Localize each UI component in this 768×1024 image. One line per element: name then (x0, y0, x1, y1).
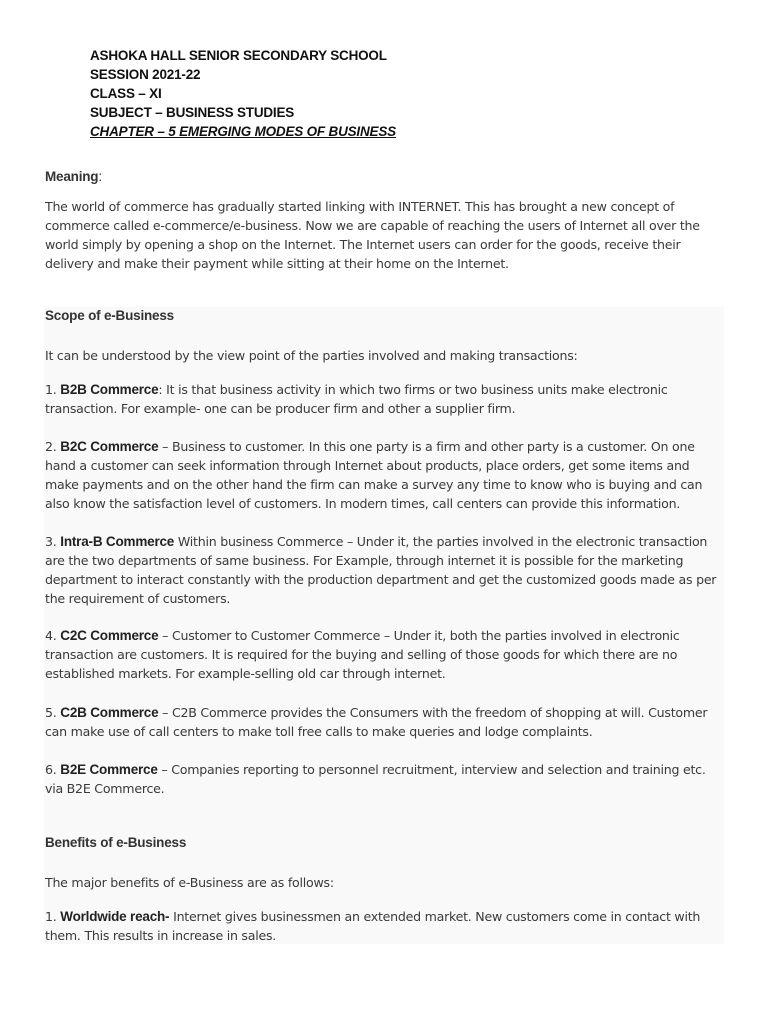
benefits-intro: The major benefits of e-Business are as follows: (45, 875, 334, 890)
meaning-paragraph: The world of commerce has gradually started linking with INTERNET. This has brought a new concept of commerce called e-commerce/e-business. Now we are capable of reaching the users of Internet all over the world simply by opening a shop on the Internet. The Internet users can order for the goods, receive their delivery and make their payment while sitting at their home on the Internet. (45, 199, 700, 271)
meaning-colon: : (98, 169, 102, 184)
scope-item-c2c (45, 626, 725, 683)
item-number: 4. (45, 628, 61, 643)
benefit-item-worldwide-reach (45, 907, 725, 945)
item-number: 1. (45, 909, 61, 924)
scope-item-intra-b (45, 532, 725, 608)
scope-item-b2b (45, 380, 725, 418)
item-number: 1. (45, 382, 61, 397)
scope-item-c2b (45, 703, 725, 741)
item-text: Internet gives businessmen an extended market. New customers come in contact with them. This results in increase in sales. (45, 909, 701, 943)
item-term: C2B Commerce (60, 705, 159, 720)
benefits-heading: Benefits of e-Business (45, 835, 187, 850)
item-text: – Customer to Customer Commerce – Under it, both the parties involved in electronic transaction are customers. It is required for the buying and selling of those goods for which there are no established markets. For example-selling old car through internet. (45, 628, 680, 681)
item-number: 6. (45, 762, 61, 777)
item-term: B2C Commerce (60, 439, 159, 454)
scope-item-b2c (45, 437, 725, 513)
meaning-heading-text: Meaning (45, 169, 99, 184)
item-number: 2. (45, 439, 61, 454)
scope-heading: Scope of e-Business (45, 308, 174, 323)
item-text: – Companies reporting to personnel recruitment, interview and selection and training etc. via B2E Commerce. (45, 762, 706, 796)
item-text: – Business to customer. In this one party is a firm and other party is a customer. On one hand a customer can seek information through Internet about products, place orders, get some items and make payments and on the other hand the firm can make a survey any time to know who is buying and can also know the satisfaction level of customers. In modern times, call centers can provide this information. (45, 439, 703, 511)
scope-intro: It can be understood by the view point of the parties involved and making transactions: (45, 348, 578, 363)
item-text: : It is that business activity in which two firms or two business units make electronic transaction. For example- one can be producer firm and other a supplier firm. (45, 382, 668, 416)
item-number: 5. (45, 705, 61, 720)
subject-line: SUBJECT – BUSINESS STUDIES (90, 105, 295, 120)
school-name: ASHOKA HALL SENIOR SECONDARY SCHOOL (90, 48, 387, 63)
item-term: B2E Commerce (60, 762, 158, 777)
item-text: Within business Commerce – Under it, the parties involved in the electronic transaction are the two departments of same business. For Example, through internet it is possible for the marketing department to interact constantly with the production department and get the customized goods made as per the requirement of customers. (45, 534, 717, 606)
item-term: B2B Commerce (60, 382, 159, 397)
item-term: Worldwide reach- (60, 909, 170, 924)
chapter-title: CHAPTER – 5 EMERGING MODES OF BUSINESS (90, 124, 396, 139)
item-term: C2C Commerce (60, 628, 159, 643)
item-term: Intra-B Commerce (60, 534, 175, 549)
scope-item-b2e (45, 760, 725, 798)
item-text: – C2B Commerce provides the Consumers with the freedom of shopping at will. Customer can make use of call centers to make toll free calls to make queries and lodge complaints. (45, 705, 708, 739)
meaning-heading (45, 169, 102, 184)
document-header (90, 46, 396, 141)
item-number: 3. (45, 534, 61, 549)
session-line: SESSION 2021-22 (90, 67, 201, 82)
class-line: CLASS – XI (90, 86, 162, 101)
